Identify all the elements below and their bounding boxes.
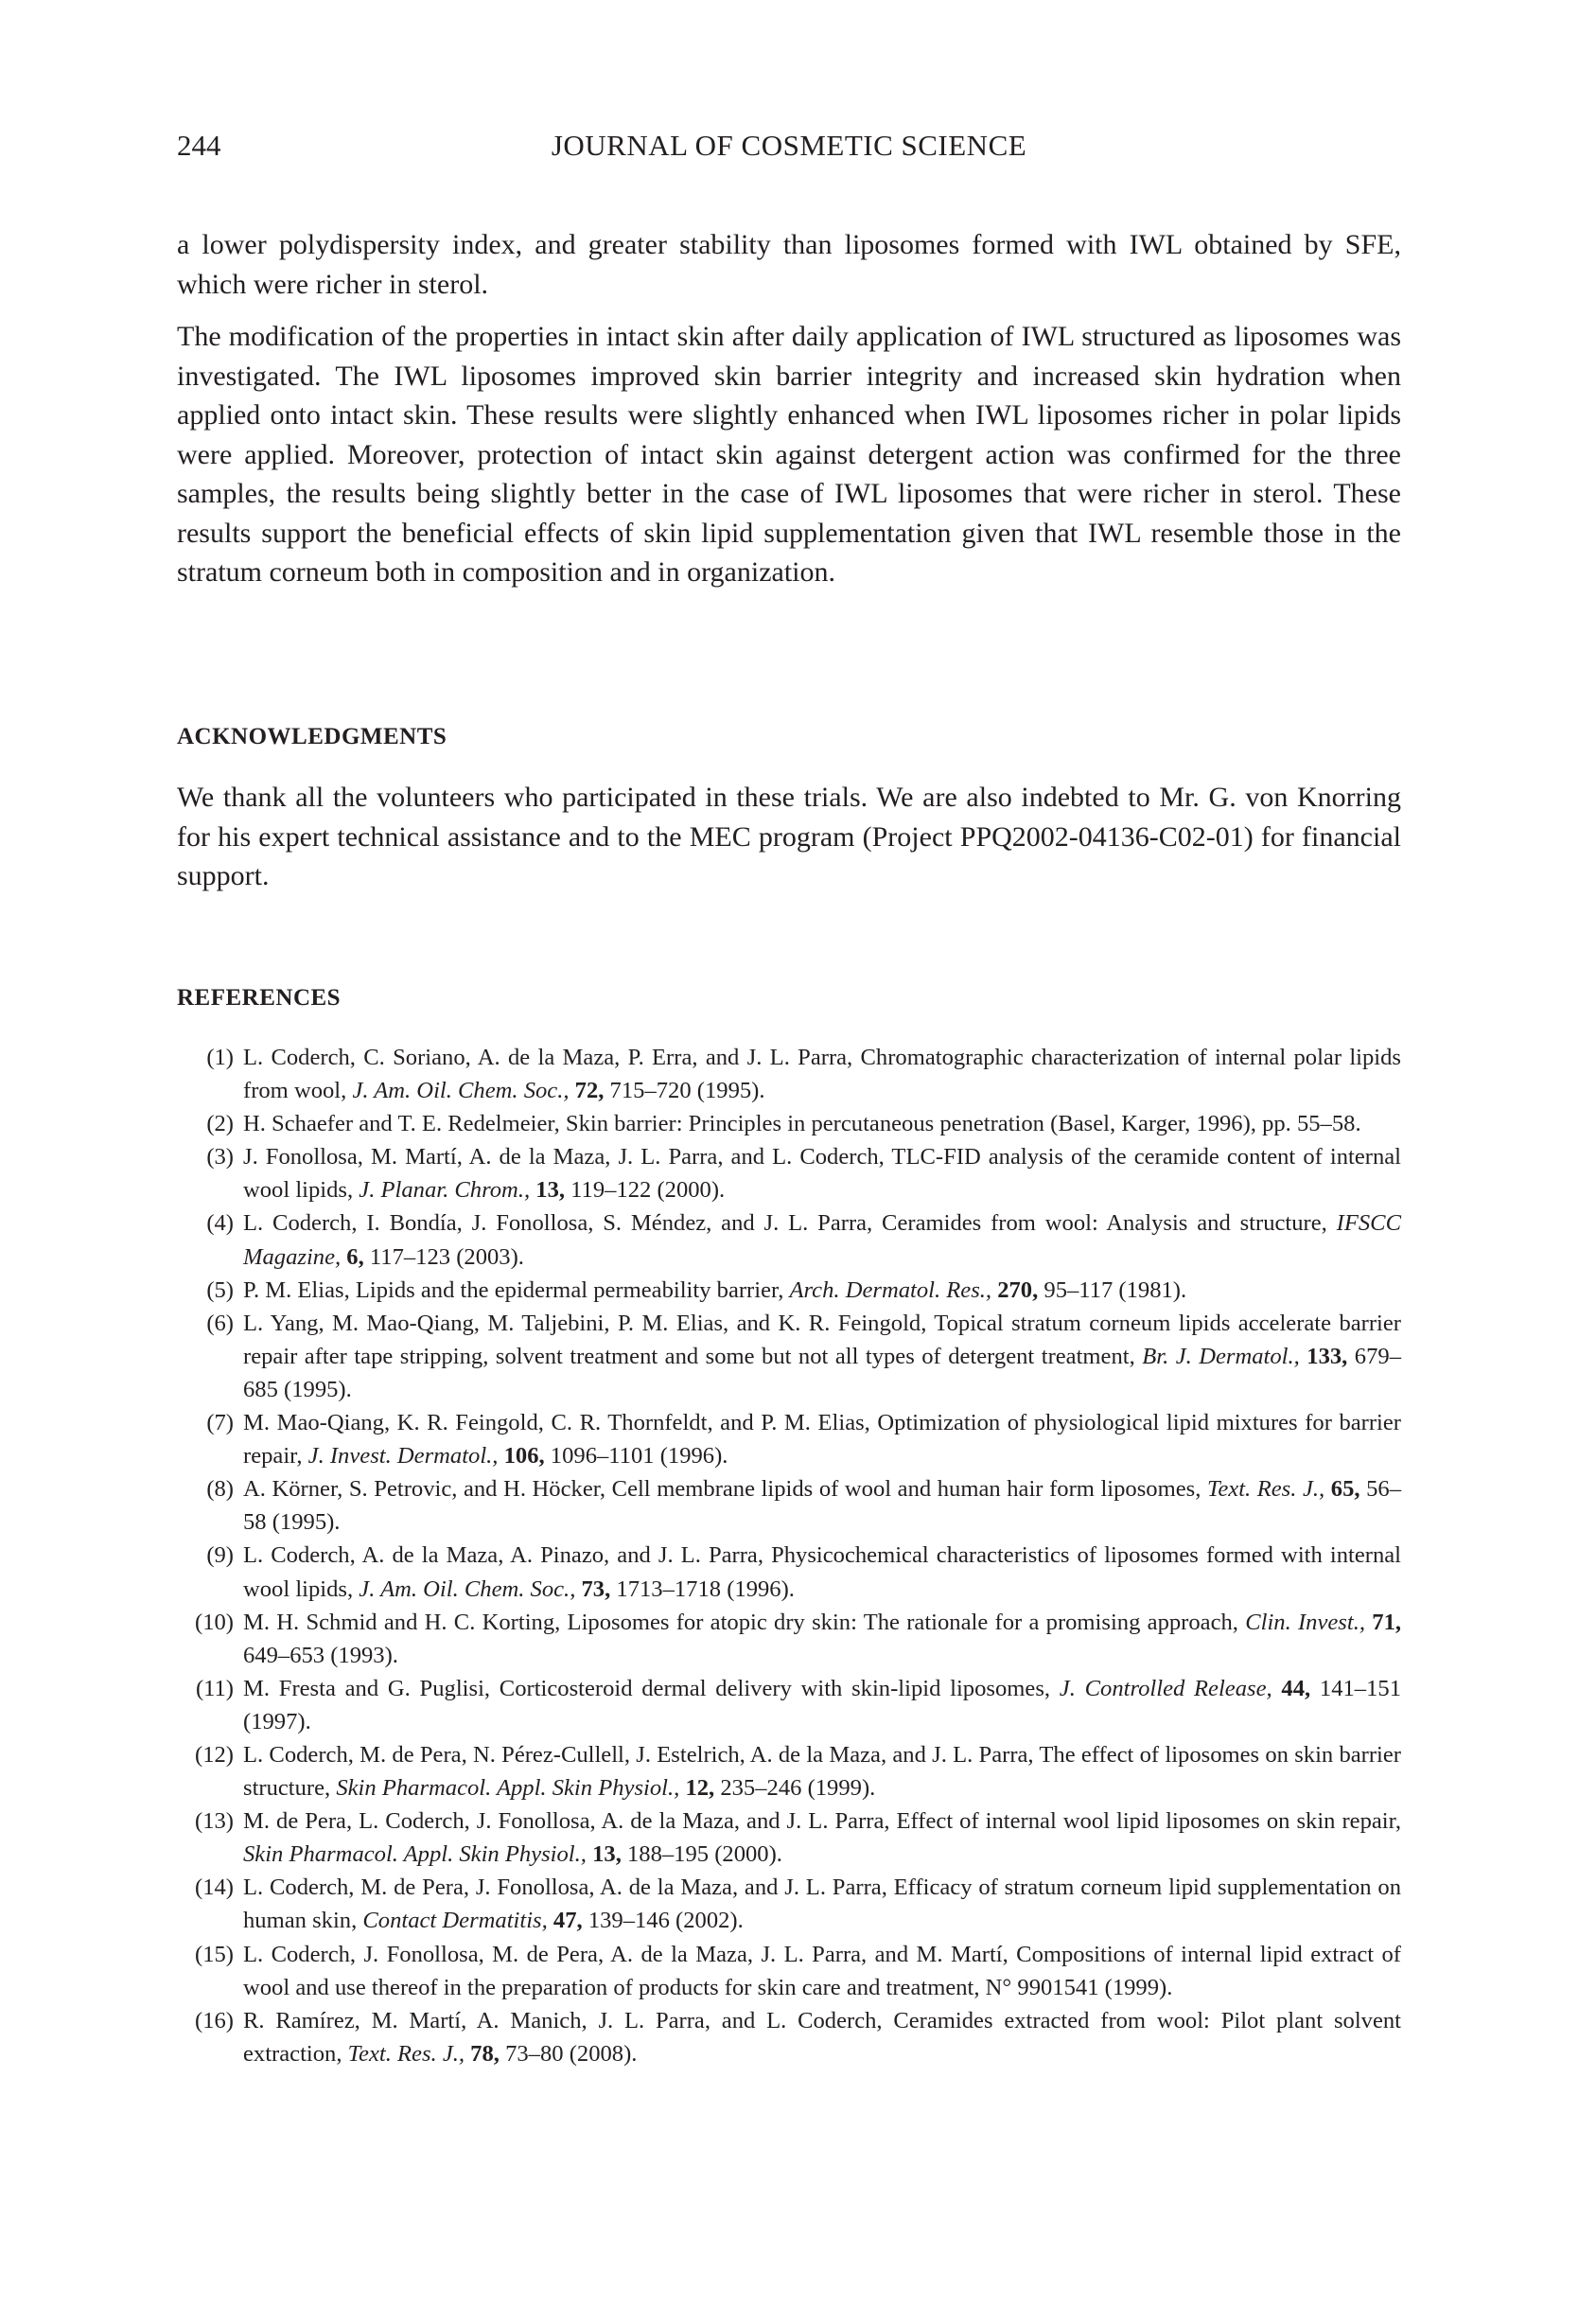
- reference-volume: 13,: [530, 1177, 566, 1204]
- reference-number: (2): [206, 1111, 234, 1137]
- reference-volume: 44,: [1272, 1675, 1311, 1701]
- reference-number: (13): [195, 1808, 234, 1835]
- reference-body: L. Coderch, A. de la Maza, A. Pinazo, and J. L. Parra, Physicochemical characteristics of liposomes formed with internal wool lipids,: [243, 1542, 1401, 1602]
- reference-body: H. Schaefer and T. E. Redelmeier, Skin barrier: Principles in percutaneous penetration (Basel, Karger, 1996), pp. 55–58.: [243, 1111, 1361, 1137]
- reference-volume: 106,: [498, 1443, 545, 1470]
- reference-item: [177, 1871, 1401, 1937]
- reference-pages-year: 235–246 (1999).: [714, 1775, 876, 1802]
- reference-item: [177, 1406, 1401, 1472]
- reference-pages-year: 95–117 (1981).: [1038, 1276, 1187, 1303]
- reference-number: (9): [206, 1542, 234, 1569]
- reference-text: [243, 1107, 1401, 1140]
- reference-volume: 12,: [679, 1775, 715, 1802]
- reference-number: (15): [195, 1941, 234, 1967]
- reference-body: M. H. Schmid and H. C. Korting, Liposomes for atopic dry skin: The rationale for a promising approach,: [243, 1609, 1246, 1635]
- reference-body: L. Coderch, M. de Pera, J. Fonollosa, A. de la Maza, and J. L. Parra, Efficacy of stratum corneum lipid supplementation on human skin,: [243, 1875, 1401, 1934]
- reference-pages-year: 139–146 (2002).: [582, 1908, 744, 1934]
- reference-number: (11): [195, 1675, 234, 1701]
- reference-volume: 78,: [465, 2040, 500, 2067]
- reference-text: [243, 1406, 1401, 1472]
- reference-item: [177, 1472, 1401, 1539]
- paragraph: The modification of the properties in intact skin after daily application of IWL structured as liposomes was investigated. The IWL liposomes improved skin barrier integrity and increased skin hydration when applied onto intact skin. These results were slightly enhanced when IWL liposomes richer in polar lipids were applied. Moreover, protection of intact skin against detergent action was confirmed for the three samples, the results being slightly better in the case of IWL liposomes that were richer in sterol. These results support the beneficial effects of skin lipid supplementation given that IWL resemble those in the stratum corneum both in composition and in organization.: [177, 321, 1401, 588]
- reference-journal: Text. Res. J.,: [347, 2040, 465, 2067]
- reference-journal: Contact Dermatitis,: [362, 1908, 548, 1934]
- reference-item: [177, 1041, 1401, 1107]
- reference-pages-year: 119–122 (2000).: [565, 1177, 726, 1204]
- reference-body: L. Coderch, I. Bondía, J. Fonollosa, S. Méndez, and J. L. Parra, Ceramides from wool: Analysis and structure,: [243, 1210, 1337, 1237]
- reference-body: R. Ramírez, M. Martí, A. Manich, J. L. Parra, and L. Coderch, Ceramides extracted from wool: Pilot plant solvent extraction,: [243, 2007, 1401, 2067]
- reference-body: M. Fresta and G. Puglisi, Corticosteroid dermal delivery with skin-lipid liposomes,: [243, 1675, 1060, 1701]
- acknowledgments-heading: ACKNOWLEDGMENTS: [177, 724, 447, 749]
- reference-journal: J. Am. Oil. Chem. Soc.,: [359, 1575, 576, 1602]
- reference-journal: Text. Res. J.,: [1206, 1476, 1325, 1503]
- reference-text: [243, 1274, 1401, 1307]
- reference-number: (4): [206, 1210, 234, 1237]
- reference-body: L. Coderch, M. de Pera, N. Pérez-Cullell, J. Estelrich, A. de la Maza, and J. L. Parra, The effect of liposomes on skin barrier structure,: [243, 1741, 1401, 1802]
- reference-pages-year: 1713–1718 (1996).: [610, 1575, 795, 1602]
- reference-number: (10): [195, 1609, 234, 1635]
- reference-item: [177, 1672, 1401, 1738]
- reference-text: [243, 1307, 1401, 1406]
- reference-number: (3): [206, 1144, 234, 1171]
- reference-volume: 71,: [1365, 1609, 1402, 1635]
- body-text: [177, 225, 1401, 606]
- reference-pages-year: 649–653 (1993).: [243, 1642, 398, 1668]
- reference-list: [177, 1041, 1401, 2070]
- reference-number: (1): [206, 1045, 234, 1070]
- reference-journal: Skin Pharmacol. Appl. Skin Physiol.,: [336, 1775, 680, 1802]
- reference-volume: 270,: [991, 1276, 1039, 1303]
- reference-text: [243, 1804, 1401, 1871]
- reference-volume: 73,: [575, 1575, 611, 1602]
- reference-text: [243, 1206, 1401, 1273]
- reference-text: [243, 1938, 1401, 2004]
- reference-journal: J. Controlled Release,: [1059, 1675, 1272, 1701]
- reference-item: [177, 1738, 1401, 1804]
- reference-item: [177, 1606, 1401, 1672]
- reference-item: [177, 1206, 1401, 1273]
- reference-pages-year: 188–195 (2000).: [621, 1841, 782, 1868]
- reference-number: (6): [206, 1310, 234, 1336]
- reference-item: [177, 1539, 1401, 1605]
- acknowledgments-text: [177, 778, 1401, 909]
- reference-journal: J. Planar. Chrom.,: [359, 1177, 531, 1204]
- reference-pages-year: 715–720 (1995).: [604, 1078, 765, 1104]
- journal-title: JOURNAL OF COSMETIC SCIENCE: [551, 129, 1027, 162]
- reference-item: [177, 1140, 1401, 1206]
- reference-pages-year: 73–80 (2008).: [499, 2040, 638, 2067]
- reference-text: [243, 1140, 1401, 1206]
- reference-number: (5): [206, 1276, 234, 1303]
- reference-volume: 13,: [586, 1841, 622, 1868]
- reference-journal: Skin Pharmacol. Appl. Skin Physiol.,: [243, 1841, 587, 1868]
- reference-journal: IFSCC Magazine,: [243, 1210, 1401, 1270]
- reference-text: [243, 1472, 1401, 1539]
- reference-journal: Clin. Invest.,: [1245, 1609, 1366, 1635]
- reference-number: (7): [206, 1410, 234, 1436]
- paragraph: a lower polydispersity index, and greater stability than liposomes formed with IWL obtained by SFE, which were richer in sterol.: [177, 229, 1401, 300]
- reference-number: (14): [195, 1875, 234, 1901]
- reference-text: [243, 1738, 1401, 1804]
- reference-text: [243, 1606, 1401, 1672]
- reference-item: [177, 2004, 1401, 2070]
- reference-body: P. M. Elias, Lipids and the epidermal permeability barrier,: [243, 1276, 790, 1303]
- reference-number: (16): [195, 2007, 234, 2033]
- reference-text: [243, 2004, 1401, 2070]
- reference-body: L. Coderch, C. Soriano, A. de la Maza, P. Erra, and J. L. Parra, Chromatographic characterization of internal polar lipids from wool,: [243, 1045, 1401, 1104]
- running-header: [177, 129, 1401, 167]
- reference-item: [177, 1307, 1401, 1406]
- reference-volume: 72,: [569, 1078, 605, 1104]
- reference-pages-year: 1096–1101 (1996).: [544, 1443, 728, 1470]
- reference-body: M. Mao-Qiang, K. R. Feingold, C. R. Thornfeldt, and P. M. Elias, Optimization of physiological lipid mixtures for barrier repair,: [243, 1410, 1401, 1470]
- reference-body: M. de Pera, L. Coderch, J. Fonollosa, A. de la Maza, and J. L. Parra, Effect of internal wool lipid liposomes on skin repair,: [243, 1808, 1401, 1835]
- reference-volume: 6,: [341, 1243, 364, 1270]
- reference-body: J. Fonollosa, M. Martí, A. de la Maza, J. L. Parra, and L. Coderch, TLC-FID analysis of the ceramide content of internal wool lipids,: [243, 1144, 1401, 1204]
- reference-pages-year: 141–151 (1997).: [243, 1675, 1401, 1734]
- reference-journal: J. Invest. Dermatol.,: [307, 1443, 499, 1470]
- reference-number: (12): [195, 1741, 234, 1768]
- reference-pages-year: 679–685 (1995).: [243, 1343, 1401, 1402]
- reference-text: [243, 1672, 1401, 1738]
- reference-text: [243, 1871, 1401, 1937]
- reference-volume: 47,: [547, 1908, 583, 1934]
- reference-pages-year: 56–58 (1995).: [243, 1476, 1401, 1536]
- paragraph: We thank all the volunteers who participated in these trials. We are also indebted to Mr. G. von Knorring for his expert technical assistance and to the MEC program (Project PPQ2002-04136-C02-01) for financial support.: [177, 782, 1401, 891]
- references-heading: REFERENCES: [177, 985, 342, 1011]
- reference-text: [243, 1041, 1401, 1107]
- reference-volume: 65,: [1324, 1476, 1360, 1503]
- page-number: 244: [177, 129, 221, 162]
- reference-item: [177, 1274, 1401, 1307]
- reference-item: [177, 1804, 1401, 1871]
- reference-journal: J. Am. Oil. Chem. Soc.,: [352, 1078, 570, 1104]
- reference-body: A. Körner, S. Petrovic, and H. Höcker, Cell membrane lipids of wool and human hair form liposomes,: [243, 1476, 1207, 1503]
- reference-pages-year: 117–123 (2003).: [363, 1243, 524, 1270]
- reference-body: L. Coderch, J. Fonollosa, M. de Pera, A. de la Maza, J. L. Parra, and M. Martí, Compositions of internal lipid extract of wool and use thereof in the preparation of products for skin care and treatment, N° 9901541 (1999).: [243, 1941, 1401, 2000]
- reference-volume: 133,: [1299, 1343, 1348, 1369]
- reference-item: [177, 1107, 1401, 1140]
- reference-journal: Br. J. Dermatol.,: [1142, 1343, 1300, 1369]
- reference-number: (8): [206, 1476, 234, 1503]
- reference-item: [177, 1938, 1401, 2004]
- reference-journal: Arch. Dermatol. Res.,: [789, 1276, 992, 1303]
- reference-text: [243, 1539, 1401, 1605]
- reference-body: L. Yang, M. Mao-Qiang, M. Taljebini, P. M. Elias, and K. R. Feingold, Topical stratum corneum lipids accelerate barrier repair after tape stripping, solvent treatment and some but not all types of detergent treatment,: [243, 1310, 1401, 1369]
